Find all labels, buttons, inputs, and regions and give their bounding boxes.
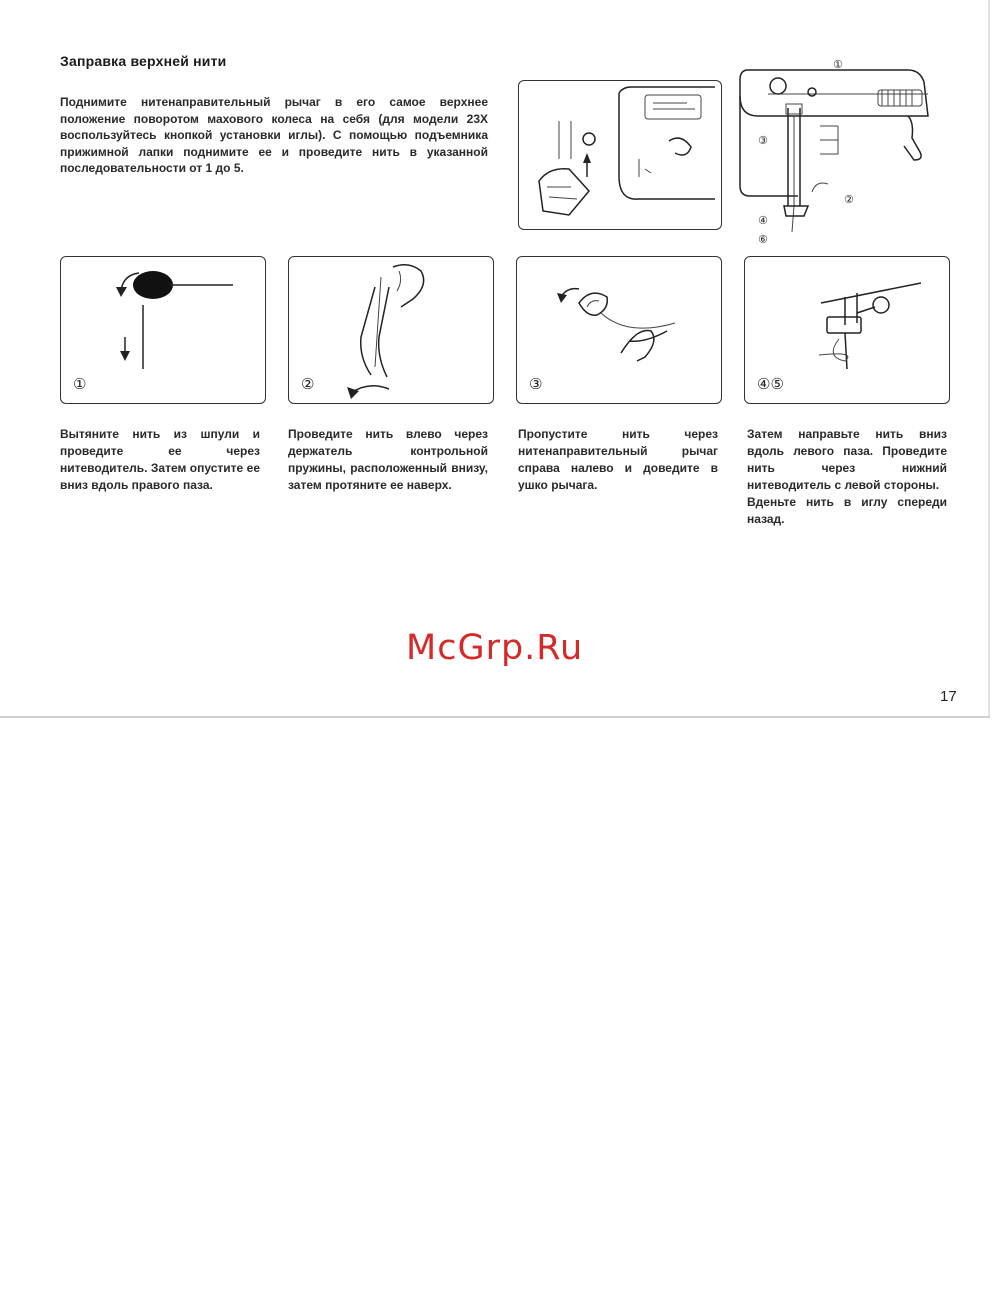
step-panel-2 xyxy=(288,256,494,404)
diagram-label-3: ③ xyxy=(758,135,768,147)
page-edge-right xyxy=(988,0,990,718)
diagram-label-1: ① xyxy=(833,59,843,71)
step-number: ④⑤ xyxy=(757,376,784,393)
presser-foot-illustration xyxy=(518,80,722,230)
step-caption-1: Вытяните нить из шпули и проведите ее через нитеводитель. Затем опустите ее вниз вдоль правого паза. xyxy=(60,427,260,492)
step-panel-4-5 xyxy=(744,256,950,404)
step-caption-3: Пропустите нить через нитенаправительный рычаг справа налево и доведите в ушко рычага. xyxy=(518,427,718,492)
step-caption-2: Проведите нить влево через держатель контрольной пружины, расположенный внизу, затем протяните ее наверх. xyxy=(288,427,488,492)
page-title: Заправка верхней нити xyxy=(60,53,227,69)
watermark-text: McGrp.Ru xyxy=(406,628,584,668)
diagram-label-2: ② xyxy=(844,194,854,206)
page-edge-bottom xyxy=(0,716,990,718)
step-panel-3 xyxy=(516,256,722,404)
step-panel-1 xyxy=(60,256,266,404)
diagram-label-4: ④ xyxy=(758,215,768,227)
intro-paragraph: Поднимите нитенаправительный рычаг в его самое верхнее положение поворотом махового колеса на себя (для модели 23X воспользуйтесь кнопкой установки иглы). С помощью подъемника прижимной лапки поднимите ее и проведите нить в указанной последовательности от 1 до 5. xyxy=(60,95,488,175)
step-number: ③ xyxy=(529,376,543,393)
step-caption-4-5: Затем направьте нить вниз вдоль левого паза. Проведите нить через нижний нитеводитель с левой стороны. Вденьте нить в иглу спереди назад. xyxy=(747,427,947,526)
thread-path-illustration xyxy=(728,56,984,252)
step-number: ② xyxy=(301,376,315,393)
step-number: ① xyxy=(73,376,87,393)
diagram-label-6: ⑥ xyxy=(758,234,768,246)
page-number: 17 xyxy=(940,688,957,705)
